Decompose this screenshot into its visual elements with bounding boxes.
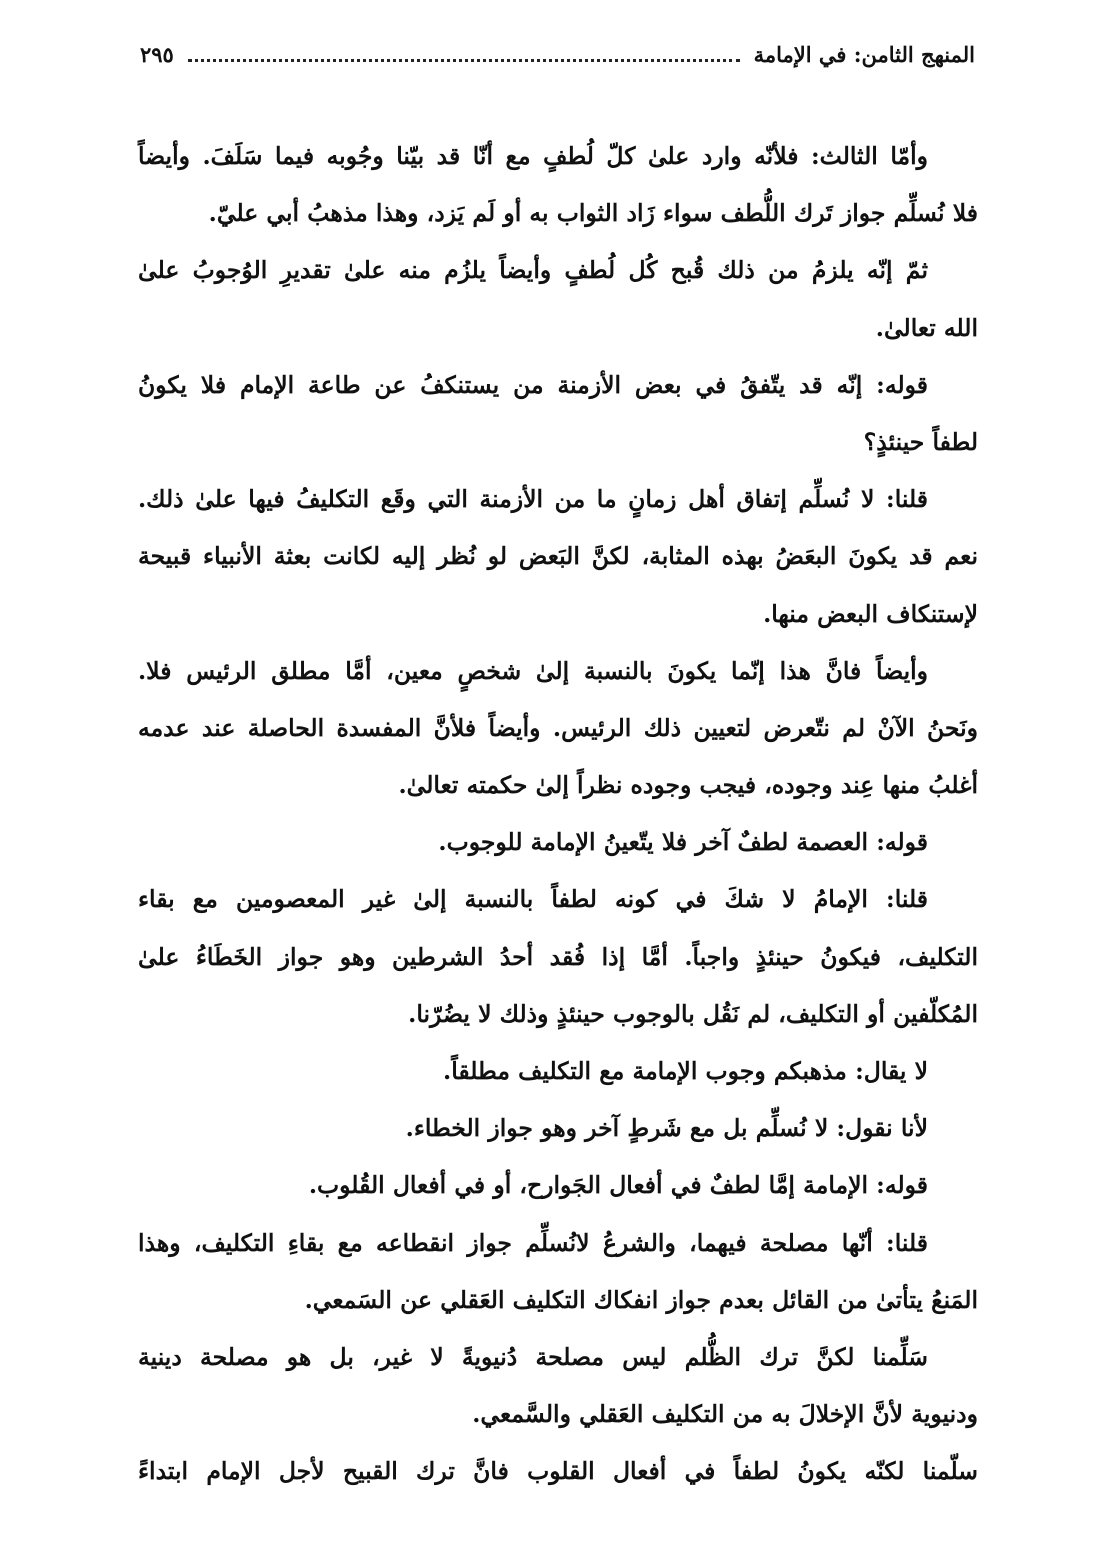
text-line: ودنيوية لأنَّ الإخلالَ به من التكليف العَقلي والسَّمعي. bbox=[472, 1400, 978, 1429]
text-line: ثمّ إنّه يلزمُ من ذلك قُبح كُل لُطفٍ وأيضاً يلزُم منه علىٰ تقديرِ الوُجوبُ علىٰ bbox=[138, 256, 928, 285]
page-number: ٢٩٥ bbox=[140, 41, 174, 67]
dot-leader bbox=[188, 57, 740, 62]
text-line: وأيضاً فانَّ هذا إنّما يكونَ بالنسبة إلىٰ شخصٍ معين، أمَّا مطلق الرئيس فلا. bbox=[138, 656, 928, 685]
running-header bbox=[140, 32, 975, 76]
text-line: قوله: إنّه قد يتّفقُ في بعض الأزمنة من يستنكفُ عن طاعة الإمام فلا يكونُ bbox=[138, 370, 928, 399]
chapter-title: المنهج الثامن: في الإمامة bbox=[753, 41, 975, 67]
text-line: الله تعالىٰ. bbox=[875, 313, 978, 342]
text-line: وأمّا الثالث: فلأنّه وارد علىٰ كلّ لُطفٍ مع أنّا قد بيّنا وجُوبه فيما سَلَفَ. وأيضاً bbox=[138, 142, 928, 170]
text-line: لطفاً حينئذٍ؟ bbox=[863, 427, 978, 456]
text-line: ونَحنُ الآنْ لم نتّعرض لتعيين ذلك الرئيس. وأيضاً فلأنَّ المفسدة الحاصلة عند عدمه bbox=[138, 713, 978, 742]
text-line: التكليف، فيكونُ حينئذٍ واجباً. أمَّا إذا فُقد أحدُ الشرطين وهو جواز الخَطَاءُ علىٰ bbox=[138, 942, 978, 971]
text-line: نعم قد يكونَ البعَضُ بهذه المثابة، لكنَّ البَعض لو نُظر إليه لكانت بعثة الأنبياء قبيحة bbox=[138, 542, 978, 571]
text-line: لأنا نقول: لا نُسلِّم بل مع شَرطٍ آخر وهو جواز الخطاء. bbox=[405, 1114, 928, 1143]
text-line: فلا نُسلِّم جواز تَرك اللُّطف سواء زَاد الثواب به أو لَم يَزد، وهذا مذهبُ أبي عليّ. bbox=[208, 199, 978, 228]
text-line: قلنا: لا نُسلِّم إتفاق أهل زمانٍ ما من الأزمنة التي وقَع التكليفُ فيها علىٰ ذلك. bbox=[138, 485, 928, 514]
text-line: المُكلّفين أو التكليف، لم نَقُل بالوجوب حينئذٍ وذلك لا يضُرّنا. bbox=[408, 999, 978, 1028]
text-line: لا يقال: مذهبكم وجوب الإمامة مع التكليف مطلقاً. bbox=[443, 1057, 928, 1085]
text-line: المَنعُ يتأتىٰ من القائل بعدم جواز انفكاك التكليف العَقلي عن السَمعي. bbox=[304, 1285, 978, 1314]
text-line: قوله: العصمة لطفٌ آخر فلا يتّعينُ الإمامة للوجوب. bbox=[438, 828, 928, 857]
text-line: سلّمنا لكنّه يكونُ لطفاً في أفعال القلوب فانَّ ترك القبيح لأجل الإمام ابتداءً bbox=[138, 1457, 978, 1486]
text-line: سَلِّمنا لكنَّ ترك الظُّلم ليس مصلحة دُنيويةً لا غير، بل هو مصلحة دينية bbox=[138, 1342, 928, 1371]
text-line: أغلبُ منها عِند وجوده، فيجب وجوده نظراً إلىٰ حكمته تعالىٰ. bbox=[398, 771, 978, 800]
text-line: قوله: الإمامة إمَّا لطفٌ في أفعال الجَوارح، أو في أفعال القُلوب. bbox=[308, 1171, 928, 1200]
text-line: لإستنكاف البعض منها. bbox=[763, 599, 978, 628]
text-line: قلنا: الإمامُ لا شكَ في كونه لطفاً بالنسبة إلىٰ غير المعصومين مع بقاء bbox=[138, 885, 928, 914]
page-body bbox=[138, 128, 978, 1501]
text-line: قلنا: أنّها مصلحة فيهما، والشرعُ لانُسلِّم جواز انقطاعه مع بقاءِ التكليف، وهذا bbox=[138, 1228, 928, 1257]
